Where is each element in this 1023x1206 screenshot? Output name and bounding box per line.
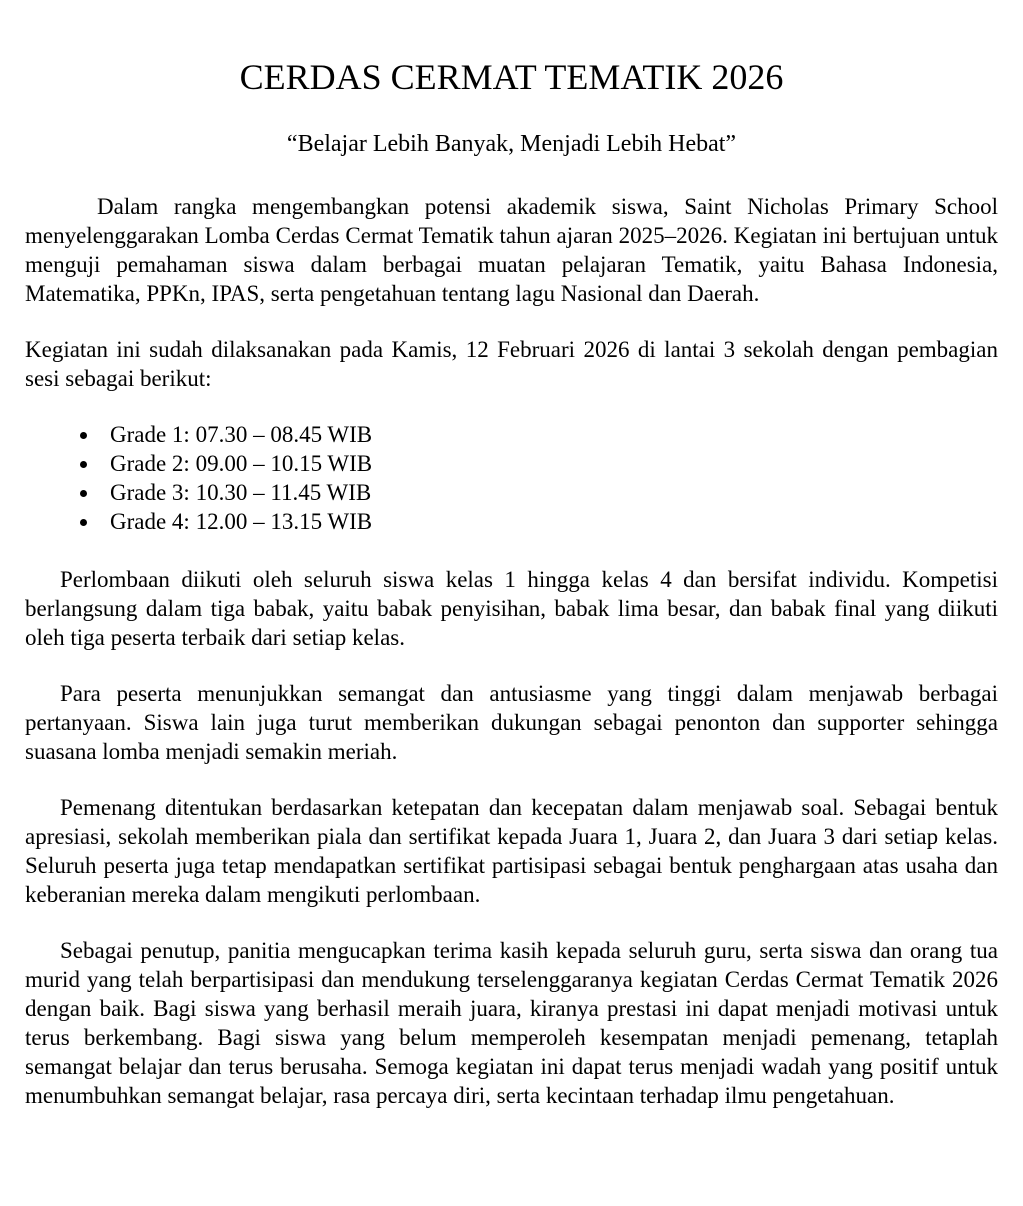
schedule-item-grade-4: • Grade 4: 12.00 – 13.15 WIB	[100, 507, 998, 536]
closing-paragraph: Sebagai penutup, panitia mengucapkan terima kasih kepada seluruh guru, serta siswa dan orang tua murid yang telah berpartisipasi dan mendukung terselenggaranya kegiatan Cerdas Cermat Tematik 2026 dengan baik. Bagi siswa yang berhasil meraih juara, kiranya prestasi ini dapat menjadi motivasi untuk terus berkembang. Bagi siswa yang belum memperoleh kesempatan menjadi pemenang, tetaplah semangat belajar dan terus berusaha. Semoga kegiatan ini dapat terus menjadi wadah yang positif untuk menumbuhkan semangat belajar, rasa percaya diri, serta kecintaan terhadap ilmu pengetahuan.	[25, 938, 998, 1108]
schedule-intro-paragraph: Kegiatan ini sudah dilaksanakan pada Kamis, 12 Februari 2026 di lantai 3 sekolah dengan pembagian sesi sebagai berikut:	[25, 337, 998, 391]
schedule-item-grade-1: • Grade 1: 07.30 – 08.45 WIB	[100, 420, 998, 449]
schedule-item-grade-2: • Grade 2: 09.00 – 10.15 WIB	[100, 449, 998, 478]
schedule-list	[25, 420, 998, 536]
intro-paragraph: Dalam rangka mengembangkan potensi akademik siswa, Saint Nicholas Primary School menyelenggarakan Lomba Cerdas Cermat Tematik tahun ajaran 2025–2026. Kegiatan ini bertujuan untuk menguji pemahaman siswa dalam berbagai muatan pelajaran Tematik, yaitu Bahasa Indonesia, Matematika, PPKn, IPAS, serta pengetahuan tentang lagu Nasional dan Daerah.	[25, 194, 998, 306]
competition-format-paragraph: Perlombaan diikuti oleh seluruh siswa kelas 1 hingga kelas 4 dan bersifat individu. Kompetisi berlangsung dalam tiga babak, yaitu babak penyisihan, babak lima besar, dan babak final yang diikuti oleh tiga peserta terbaik dari setiap kelas.	[25, 567, 998, 650]
schedule-item-grade-3: • Grade 3: 10.30 – 11.45 WIB	[100, 478, 998, 507]
winners-announcement-paragraph: Pemenang ditentukan berdasarkan ketepatan dan kecepatan dalam menjawab soal. Sebagai bentuk apresiasi, sekolah memberikan piala dan sertifikat kepada Juara 1, Juara 2, dan Juara 3 dari setiap kelas. Seluruh peserta juga tetap mendapatkan sertifikat partisipasi sebagai bentuk penghargaan atas usaha dan keberanian mereka dalam mengikuti perlombaan.	[25, 795, 998, 907]
participants-enthusiasm-paragraph: Para peserta menunjukkan semangat dan antusiasme yang tinggi dalam menjawab berbagai pertanyaan. Siswa lain juga turut memberikan dukungan sebagai penonton dan supporter sehingga suasana lomba menjadi semakin meriah.	[25, 681, 998, 764]
page-title: CERDAS CERMAT TEMATIK 2026	[239, 57, 784, 97]
page-subtitle: “Belajar Lebih Banyak, Menjadi Lebih Hebat”	[286, 131, 737, 157]
